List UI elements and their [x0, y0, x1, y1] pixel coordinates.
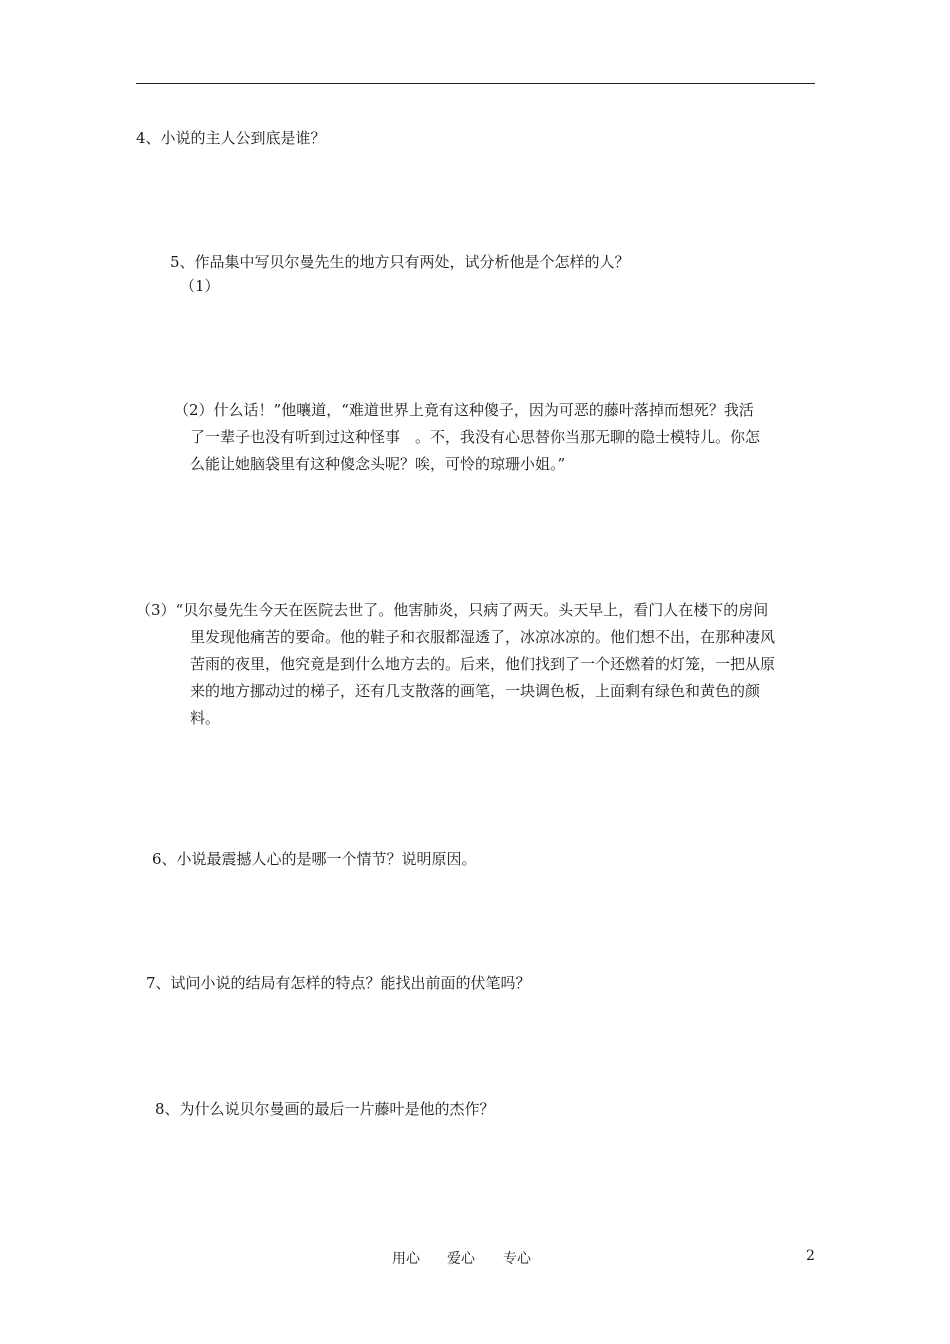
quote-line: （3）“贝尔曼先生今天在医院去世了。他害肺炎，只病了两天。头天早上，看门人在楼下的房间: [136, 601, 769, 619]
question-5: 5、作品集中写贝尔曼先生的地方只有两处，试分析他是个怎样的人？: [170, 253, 630, 271]
quote-line: 了一辈子也没有听到过这种怪事 。不，我没有心思替你当那无聊的隐士模特儿。你怎: [190, 428, 761, 446]
quote-line: 苦雨的夜里，他究竟是到什么地方去的。后来，他们找到了一个还燃着的灯笼，一把从原: [190, 655, 776, 673]
footer-motto-1: 用心: [392, 1251, 420, 1267]
quote-line: （2）什么话！”他嚷道，“难道世界上竟有这种傻子，因为可恶的藤叶落掉而想死？我活: [174, 401, 754, 419]
question-6: 6、小说最震撼人心的是哪一个情节？说明原因。: [152, 850, 477, 868]
footer-motto-3: 专心: [503, 1251, 531, 1267]
quote-line: 里发现他痛苦的要命。他的鞋子和衣服都湿透了，冰凉冰凉的。他们想不出，在那种凄风: [190, 628, 776, 646]
question-4: 4、小说的主人公到底是谁？: [136, 129, 326, 147]
footer-motto-2: 爱心: [447, 1251, 475, 1267]
question-8: 8、为什么说贝尔曼画的最后一片藤叶是他的杰作？: [155, 1100, 495, 1118]
question-7: 7、试问小说的结局有怎样的特点？能找出前面的伏笔吗？: [146, 974, 531, 992]
quote-line: 料。: [190, 709, 221, 727]
page-number: 2: [806, 1248, 815, 1264]
header-rule: [136, 83, 815, 84]
quote-line: 么能让她脑袋里有这种傻念头呢？唉，可怜的琼珊小姐。”: [190, 455, 566, 473]
question-5-item-1: （1）: [180, 277, 220, 295]
quote-line: 来的地方挪动过的梯子，还有几支散落的画笔，一块调色板，上面剩有绿色和黄色的颜: [190, 682, 761, 700]
